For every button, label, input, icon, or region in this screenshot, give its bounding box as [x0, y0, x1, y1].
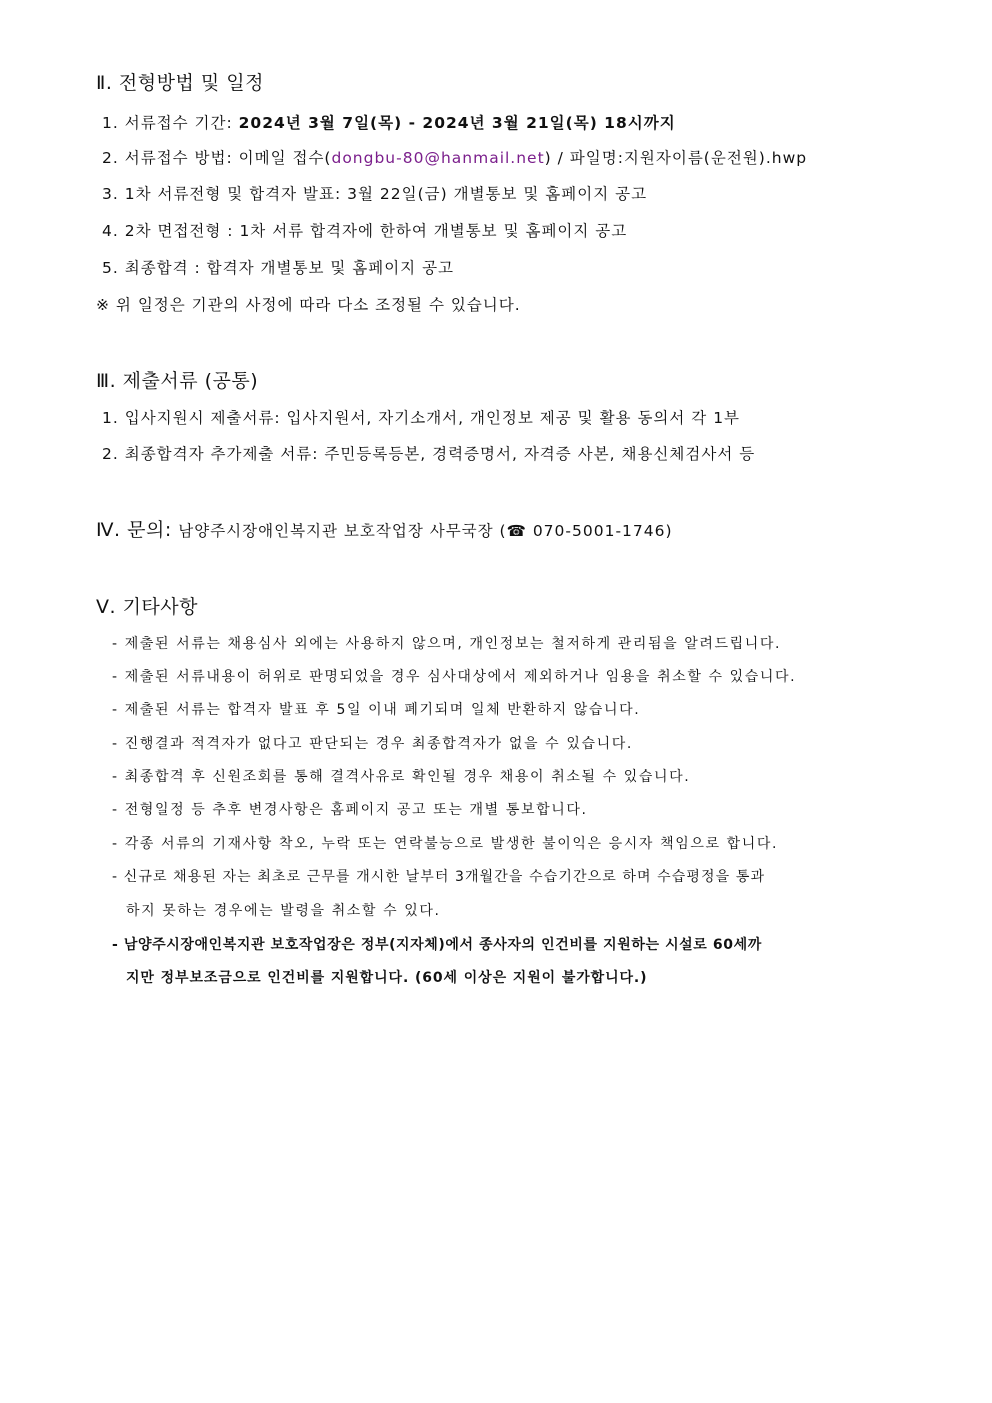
list-item: 2. 최종합격자 추가제출 서류: 주민등록등본, 경력증명서, 자격증 사본, 채용신체검사서 등 [102, 445, 756, 463]
list-item [102, 111, 676, 133]
list-item: 4. 2차 면접전형 : 1차 서류 합격자에 한하여 개별통보 및 홈페이지 공고 [102, 222, 628, 240]
list-item: - 최종합격 후 신원조회를 통해 결격사유로 확인될 경우 채용이 취소될 수 있습니다. [112, 769, 691, 785]
item-value: ) / 파일명:지원자이름(운전원).hwp [544, 149, 808, 167]
list-item [102, 146, 807, 168]
list-item: 3. 1차 서류전형 및 합격자 발표: 3월 22일(금) 개별통보 및 홈페이지 공고 [102, 185, 648, 203]
section-4 [96, 515, 673, 542]
list-item: - 제출된 서류내용이 허위로 판명되었을 경우 심사대상에서 제외하거나 임용을 취소할 수 있습니다. [112, 669, 797, 685]
list-item: 5. 최종합격 : 합격자 개별통보 및 홈페이지 공고 [102, 259, 455, 277]
section-5-title: Ⅴ. 기타사항 [96, 596, 198, 618]
list-item: - 진행결과 적격자가 없다고 판단되는 경우 최종합격자가 없을 수 있습니다. [112, 736, 633, 752]
list-item-emphasis: - 남양주시장애인복지관 보호작업장은 정부(지자체)에서 종사자의 인건비를 지원하는 시설로 60세까 [112, 937, 762, 953]
list-item: - 제출된 서류는 채용심사 외에는 사용하지 않으며, 개인정보는 철저하게 관리됨을 알려드립니다. [112, 636, 782, 652]
list-item: 1. 입사지원시 제출서류: 입사지원서, 자기소개서, 개인정보 제공 및 활용 동의서 각 1부 [102, 409, 741, 427]
email-link[interactable]: dongbu-80@hanmail.net [331, 149, 545, 167]
section-2-title: Ⅱ. 전형방법 및 일정 [96, 72, 264, 94]
list-item: - 각종 서류의 기재사항 착오, 누락 또는 연락불능으로 발생한 불이익은 응시자 책임으로 합니다. [112, 836, 779, 852]
section-3-title: Ⅲ. 제출서류 (공통) [96, 370, 259, 392]
section-4-title: Ⅳ. 문의: [96, 519, 179, 541]
list-item-emphasis-continuation: 지만 정부보조금으로 인건비를 지원합니다. (60세 이상은 지원이 불가합니다.) [126, 970, 648, 986]
item-label: 1. 서류접수 기간: [102, 114, 239, 132]
list-item-continuation: 하지 못하는 경우에는 발령을 취소할 수 있다. [126, 903, 441, 919]
schedule-note: ※ 위 일정은 기관의 사정에 따라 다소 조정될 수 있습니다. [96, 296, 521, 314]
list-item: - 신규로 채용된 자는 최초로 근무를 개시한 날부터 3개월간을 수습기간으로 하며 수습평정을 통과 [112, 869, 766, 885]
item-value: 이메일 접수( [238, 149, 332, 167]
item-value: 2024년 3월 7일(목) - 2024년 3월 21일(목) 18시까지 [238, 114, 676, 132]
list-item: - 제출된 서류는 합격자 발표 후 5일 이내 폐기되며 일체 반환하지 않습니다. [112, 702, 641, 718]
contact-info: 남양주시장애인복지관 보호작업장 사무국장 (☎ 070-5001-1746) [178, 522, 673, 540]
list-item: - 전형일정 등 추후 변경사항은 홈페이지 공고 또는 개별 통보합니다. [112, 802, 588, 818]
item-label: 2. 서류접수 방법: [102, 149, 239, 167]
